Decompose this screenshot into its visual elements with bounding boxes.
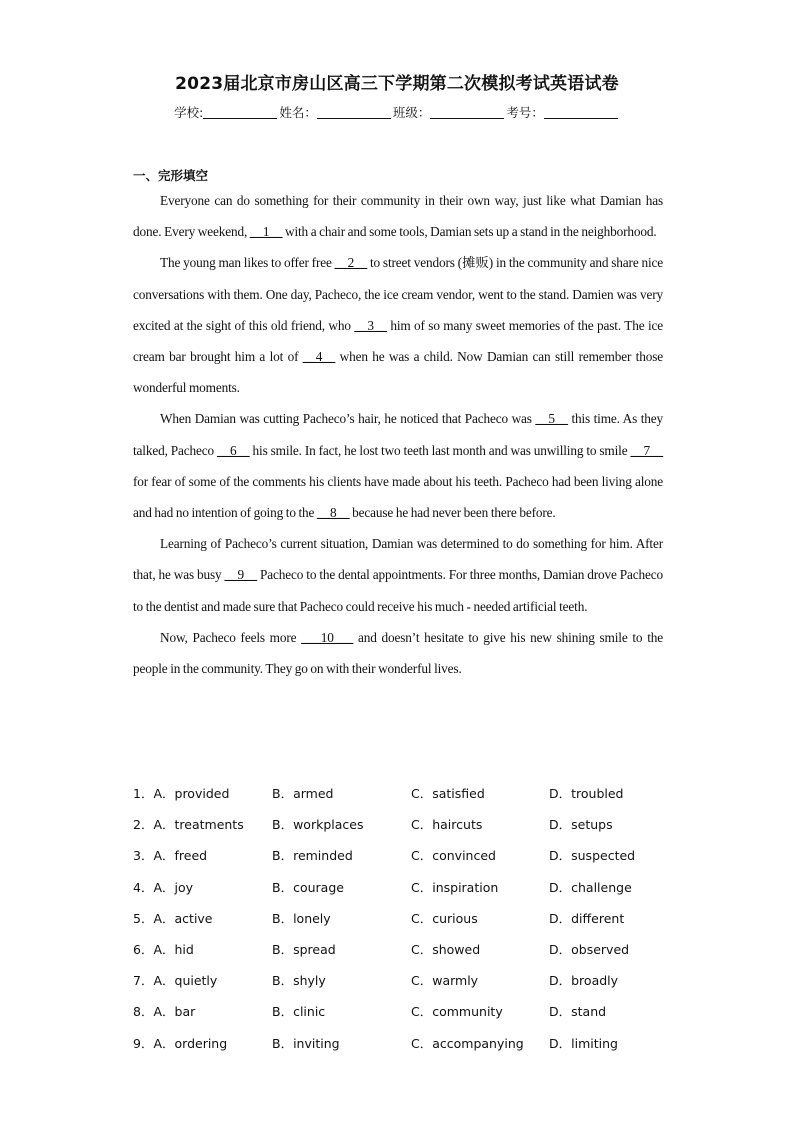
option-c: C．curious <box>411 910 478 926</box>
option-a: 1．A．provided <box>133 786 230 801</box>
option-d: D．observed <box>549 941 630 957</box>
text: The young man likes to offer free <box>160 255 335 271</box>
option-b: B．reminded <box>272 848 353 864</box>
option-a: 9．A．ordering <box>133 1035 228 1051</box>
options-list <box>133 778 673 1059</box>
option-row <box>133 840 673 871</box>
text: him of so many sweet memories of the past. The ice cream bar brought him a lot of <box>133 317 664 365</box>
number-blank <box>544 106 618 119</box>
option-b: B．workplaces <box>272 817 364 833</box>
text: When Damian was cutting Pacheco’s hair, he noticed that Pacheco was <box>160 411 536 427</box>
option-c: C．haircuts <box>411 817 483 833</box>
option-d: D．different <box>549 910 625 926</box>
option-c: C．showed <box>411 941 481 957</box>
text: this time. As they talked, Pacheco <box>133 411 663 458</box>
option-a: 2．A．treatments <box>133 817 244 833</box>
number-label: 考号： <box>506 105 544 120</box>
text: Now, Pacheco feels more <box>160 629 302 645</box>
option-row <box>133 965 673 996</box>
option-b: B．lonely <box>272 910 331 926</box>
option-d: D．stand <box>549 1004 607 1020</box>
blank-4: __4__ <box>302 349 336 365</box>
option-b: B．clinic <box>272 1004 326 1020</box>
class-blank <box>430 106 504 119</box>
text: when he was a child. Now Damian can still remember those wonderful moments. <box>133 349 663 396</box>
option-c: C．community <box>411 1004 503 1020</box>
text: with a chair and some tools, Damian sets up a stand in the neighborhood. <box>282 224 657 240</box>
option-a: 7．A．quietly <box>133 973 218 989</box>
option-d: D．suspected <box>549 848 636 864</box>
option-a: 6．A．hid <box>133 941 194 957</box>
option-row <box>133 872 673 903</box>
option-d: D．challenge <box>549 879 632 895</box>
blank-8: __8__ <box>316 505 350 521</box>
blank-9: __9__ <box>224 567 258 583</box>
blank-6: __6__ <box>217 442 250 458</box>
class-label: 班级： <box>392 105 431 120</box>
blank-10: ___10___ <box>301 629 354 645</box>
option-a: 4．A．joy <box>133 879 194 895</box>
text: his smile. In fact, he lost two teeth last month and was unwilling to smile <box>249 442 631 458</box>
student-info-line <box>0 103 794 121</box>
option-b: B．spread <box>272 941 336 957</box>
option-c: C．inspiration <box>411 879 499 895</box>
option-d: D．troubled <box>549 786 624 801</box>
name-label: 姓名： <box>279 105 317 120</box>
school-label: 学校: <box>174 105 204 120</box>
option-c: C．convinced <box>411 848 496 864</box>
option-row <box>133 934 673 965</box>
paragraph-4 <box>133 528 663 622</box>
option-row <box>133 996 673 1027</box>
blank-5: __5__ <box>535 411 568 427</box>
text: Everyone can do something for their community in their own way, just like what Damian has done. Every weekend, <box>133 193 663 240</box>
paragraph-5 <box>133 622 663 684</box>
page-title: 2023届北京市房山区高三下学期第二次模拟考试英语试卷 <box>175 74 619 94</box>
school-blank <box>203 106 277 119</box>
text: to street vendors (摊贩) in the community and share nice conversations with them. One day, Pacheco, the ice cream vendor, went to the stand. Damien was very excited at the sight of this old friend, who <box>133 255 664 333</box>
blank-1: __1__ <box>249 224 283 240</box>
paragraph-2 <box>133 247 663 403</box>
option-b: B．armed <box>272 786 334 801</box>
text: and doesn’t hesitate to give his new shining smile to the people in the community. They go on with their wonderful lives. <box>133 629 664 677</box>
blank-7: __7__ <box>630 442 663 458</box>
text: Pacheco to the dental appointments. For three months, Damian drove Pacheco to the dentist and made sure that Pacheco could receive his much - needed artificial teeth. <box>133 567 663 614</box>
option-row <box>133 1028 673 1059</box>
option-row <box>133 778 673 809</box>
section-heading: 一、完形填空 <box>133 168 209 183</box>
option-b: B．courage <box>272 879 344 895</box>
option-a: 3．A．freed <box>133 848 208 864</box>
text: for fear of some of the comments his clients have made about his teeth. Pacheco had been living alone and had no intention of going to the <box>133 473 663 521</box>
option-d: D．broadly <box>549 973 619 989</box>
text: Learning of Pacheco’s current situation, Damian was determined to do something for him. After that, he was busy <box>133 536 663 583</box>
blank-3: __3__ <box>354 317 387 333</box>
option-c: C．accompanying <box>411 1035 524 1051</box>
option-row <box>133 903 673 934</box>
option-b: B．shyly <box>272 973 326 989</box>
option-d: D．limiting <box>549 1035 618 1051</box>
option-a: 8．A．bar <box>133 1004 196 1020</box>
option-d: D．setups <box>549 817 613 833</box>
option-c: C．warmly <box>411 973 479 989</box>
paragraph-3 <box>133 403 663 528</box>
name-blank <box>317 106 391 119</box>
text: because he had never been there before. <box>349 505 556 521</box>
cloze-passage <box>133 185 663 684</box>
option-row <box>133 809 673 840</box>
option-c: C．satisfied <box>411 786 485 801</box>
blank-2: __2__ <box>334 255 368 271</box>
paragraph-1 <box>133 185 663 247</box>
option-b: B．inviting <box>272 1035 340 1051</box>
option-a: 5．A．active <box>133 910 213 926</box>
